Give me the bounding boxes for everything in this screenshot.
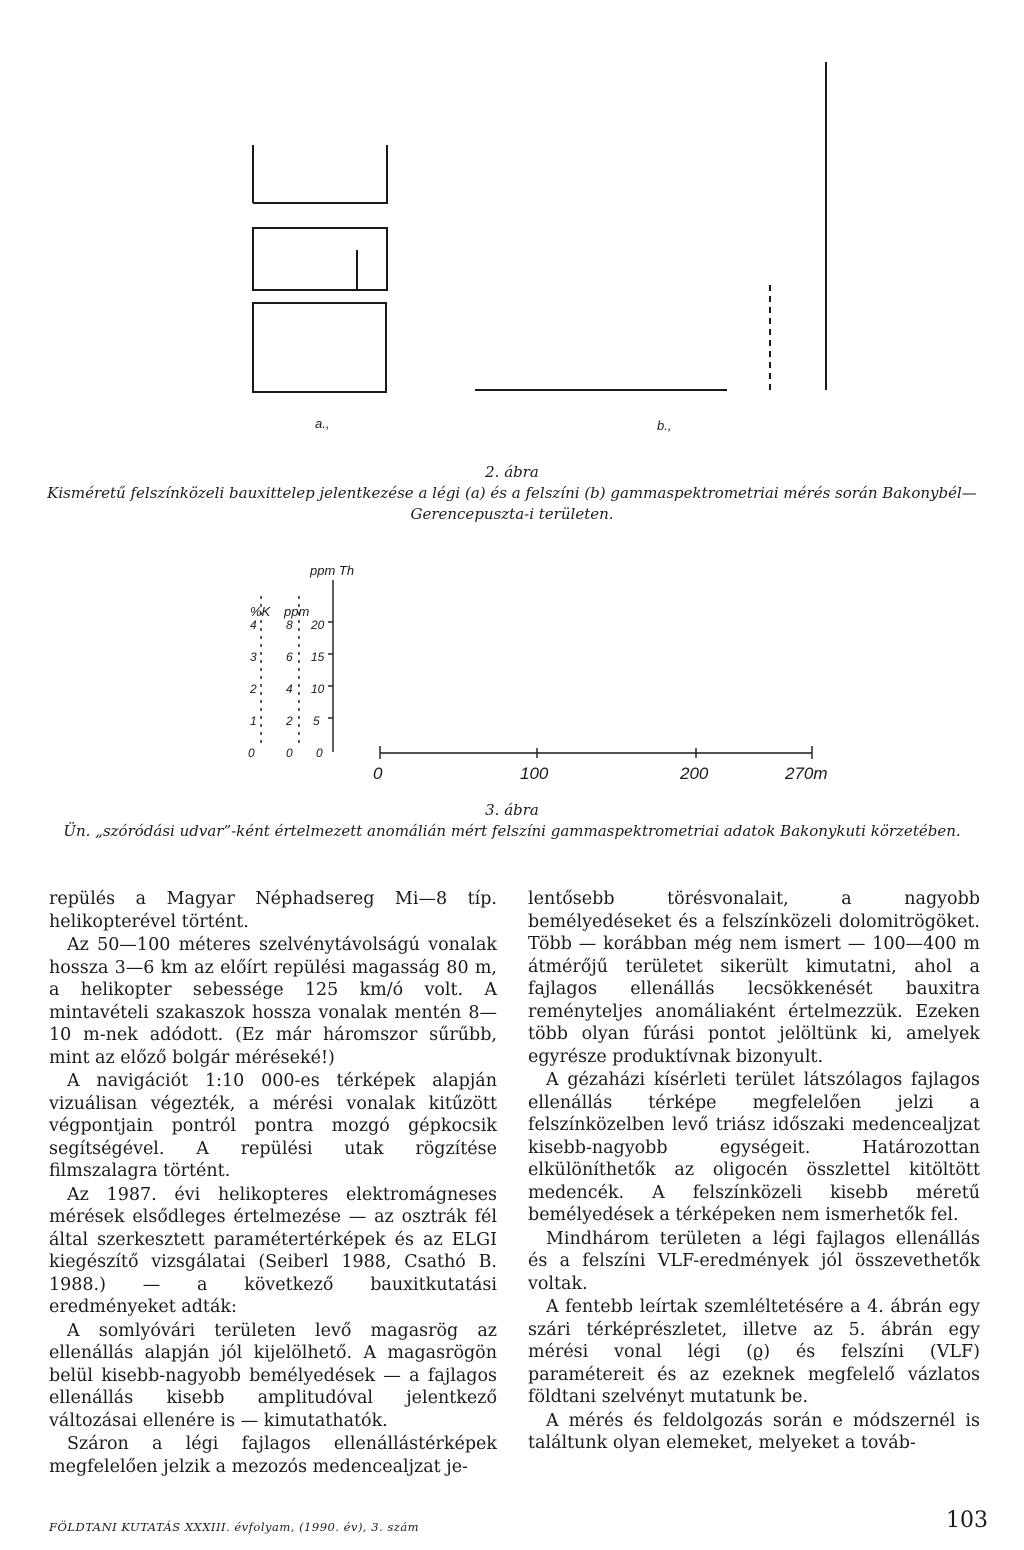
figure-3-caption (40, 800, 984, 842)
paragraph: Az 50—100 méteres szelvénytávolságú vonalak hossza 3—6 km az előírt repülési magasság 80 m, a helikopter sebessége 125 km/ó volt. A mintavételi szakaszok hossza vonalak mentén 8—10 m-nek adódott. (Ez már háromszor sűrűbb, mint az előző bolgár méréseké!) (49, 935, 497, 1068)
k-tick-2: 2 (250, 682, 257, 696)
text-column-right (528, 888, 980, 1455)
figure-2-number: 2. ábra (485, 463, 539, 481)
u-tick-8: 8 (286, 618, 293, 632)
paragraph: A navigációt 1:10 000-es térképek alapján vizuálisan végezték, a mérési vonalak kitűzött végpontjain pontról pontra mozgó gépkocsik segítségével. A repülési utak rögzítése filmszalagra történt. (49, 1071, 497, 1181)
fig2-label-a: a., (315, 416, 330, 431)
fig3-ppm-th-label: ppm Th (310, 563, 355, 578)
paragraph: Mindhárom területen a légi fajlagos ellenállás és a felszíni VLF-eredmények jól összevethetők voltak. (528, 1228, 980, 1294)
u-tick-2: 2 (286, 714, 293, 728)
paragraph: A somlyóvári területen levő magasrög az ellenállás alapján jól kijelölhető. A magasrögön belül kisebb-nagyobb bemélyedések — a fajlagos ellenállás kisebb amplitudóval jelentkező változásai ellenére is — kimutathatók. (49, 1320, 497, 1431)
th-tick-15: 15 (311, 650, 325, 664)
th-tick-5: 5 (313, 714, 320, 728)
page-number: 103 (946, 1508, 988, 1533)
fig3-pct-k-label: %K (250, 604, 271, 619)
th-tick-10: 10 (311, 682, 325, 696)
k-tick-4: 4 (250, 618, 257, 632)
k-tick-1: 1 (250, 714, 257, 728)
figure-2-caption-text: Kisméretű felszínközeli bauxittelep jelentkezése a légi (a) és a felszíni (b) gammaspektrometriai mérés során Bakonybél—Gerencepuszta-i területen. (47, 484, 977, 523)
x-tick-100: 100 (520, 764, 549, 783)
text-column-left (49, 888, 497, 1478)
k-tick-0: 0 (248, 746, 255, 760)
u-tick-4: 4 (286, 682, 293, 696)
paragraph: repülés a Magyar Néphadsereg Mi—8 típ. helikopterével történt. (49, 889, 497, 932)
u-tick-0: 0 (286, 746, 293, 760)
paragraph: A fentebb leírtak szemléltetésére a 4. ábrán egy szári térképrészletet, illetve az 5. ábrán egy mérési vonal légi (ϱ) és felszíni (VLF) paramétereit és az ezeknek megfelelő vázlatos földtani szelvényt mutatunk be. (528, 1297, 980, 1407)
paragraph: A gézaházi kísérleti terület látszólagos fajlagos ellenállás térképe megfelelően jelzi a felszínközelben levő triász időszaki medencealjzat kisebb-nagyobb egységeit. Határozottan elkülöníthetők az oligocén összlettel kitöltött medencék. A felszínközeli kisebb méretű bemélyedések a térképeken nem ismerhetők fel. (528, 1070, 980, 1225)
paragraph: Az 1987. évi helikopteres elektromágneses mérések elsődleges értelmezése — az osztrák fél által szerkesztett paramétertérképek és az ELGI kiegészítő vizsgálatai (Seiberl 1988, Csathó B. 1988.) — a következő bauxitkutatási eredményeket adták: (49, 1184, 497, 1317)
fig3-ppm-label: ppm (284, 604, 310, 619)
journal-footer: FÖLDTANI KUTATÁS XXXIII. évfolyam, (1990. év), 3. szám (49, 1520, 420, 1534)
th-tick-20: 20 (311, 618, 325, 632)
figure-3-number: 3. ábra (485, 801, 539, 819)
x-tick-200: 200 (680, 764, 709, 783)
paragraph: Száron a légi fajlagos ellenállástérképek megfelelően jelzik a mezozós medencealjzat je- (49, 1434, 497, 1477)
u-tick-6: 6 (286, 650, 293, 664)
th-tick-0: 0 (316, 746, 323, 760)
paragraph: A mérés és feldolgozás során e módszernél is találtunk olyan elemeket, melyeket a továb- (528, 1410, 980, 1453)
fig2-label-b: b., (657, 418, 672, 433)
x-tick-270m: 270m (785, 764, 828, 783)
k-tick-3: 3 (250, 650, 257, 664)
paragraph: lentősebb törésvonalait, a nagyobb bemélyedéseket és a felszínközeli dolomitrögöket. Több — korábban még nem ismert — 100—400 m átmérőjű területet sikerült kimutatni, ahol a fajlagos ellenállás lecsökkenését bauxitra reményteljes anomáliaként értelmezzük. Ezeken több olyan fúrási pontot jelöltünk ki, amelyek egyrésze produktívnak bizonyult. (528, 889, 980, 1067)
figure-3-caption-text: Ün. „szóródási udvar”-ként értelmezett anomálián mért felszíni gammaspektrometriai adatok Bakonykuti körzetében. (63, 822, 961, 840)
x-tick-0: 0 (373, 764, 383, 783)
